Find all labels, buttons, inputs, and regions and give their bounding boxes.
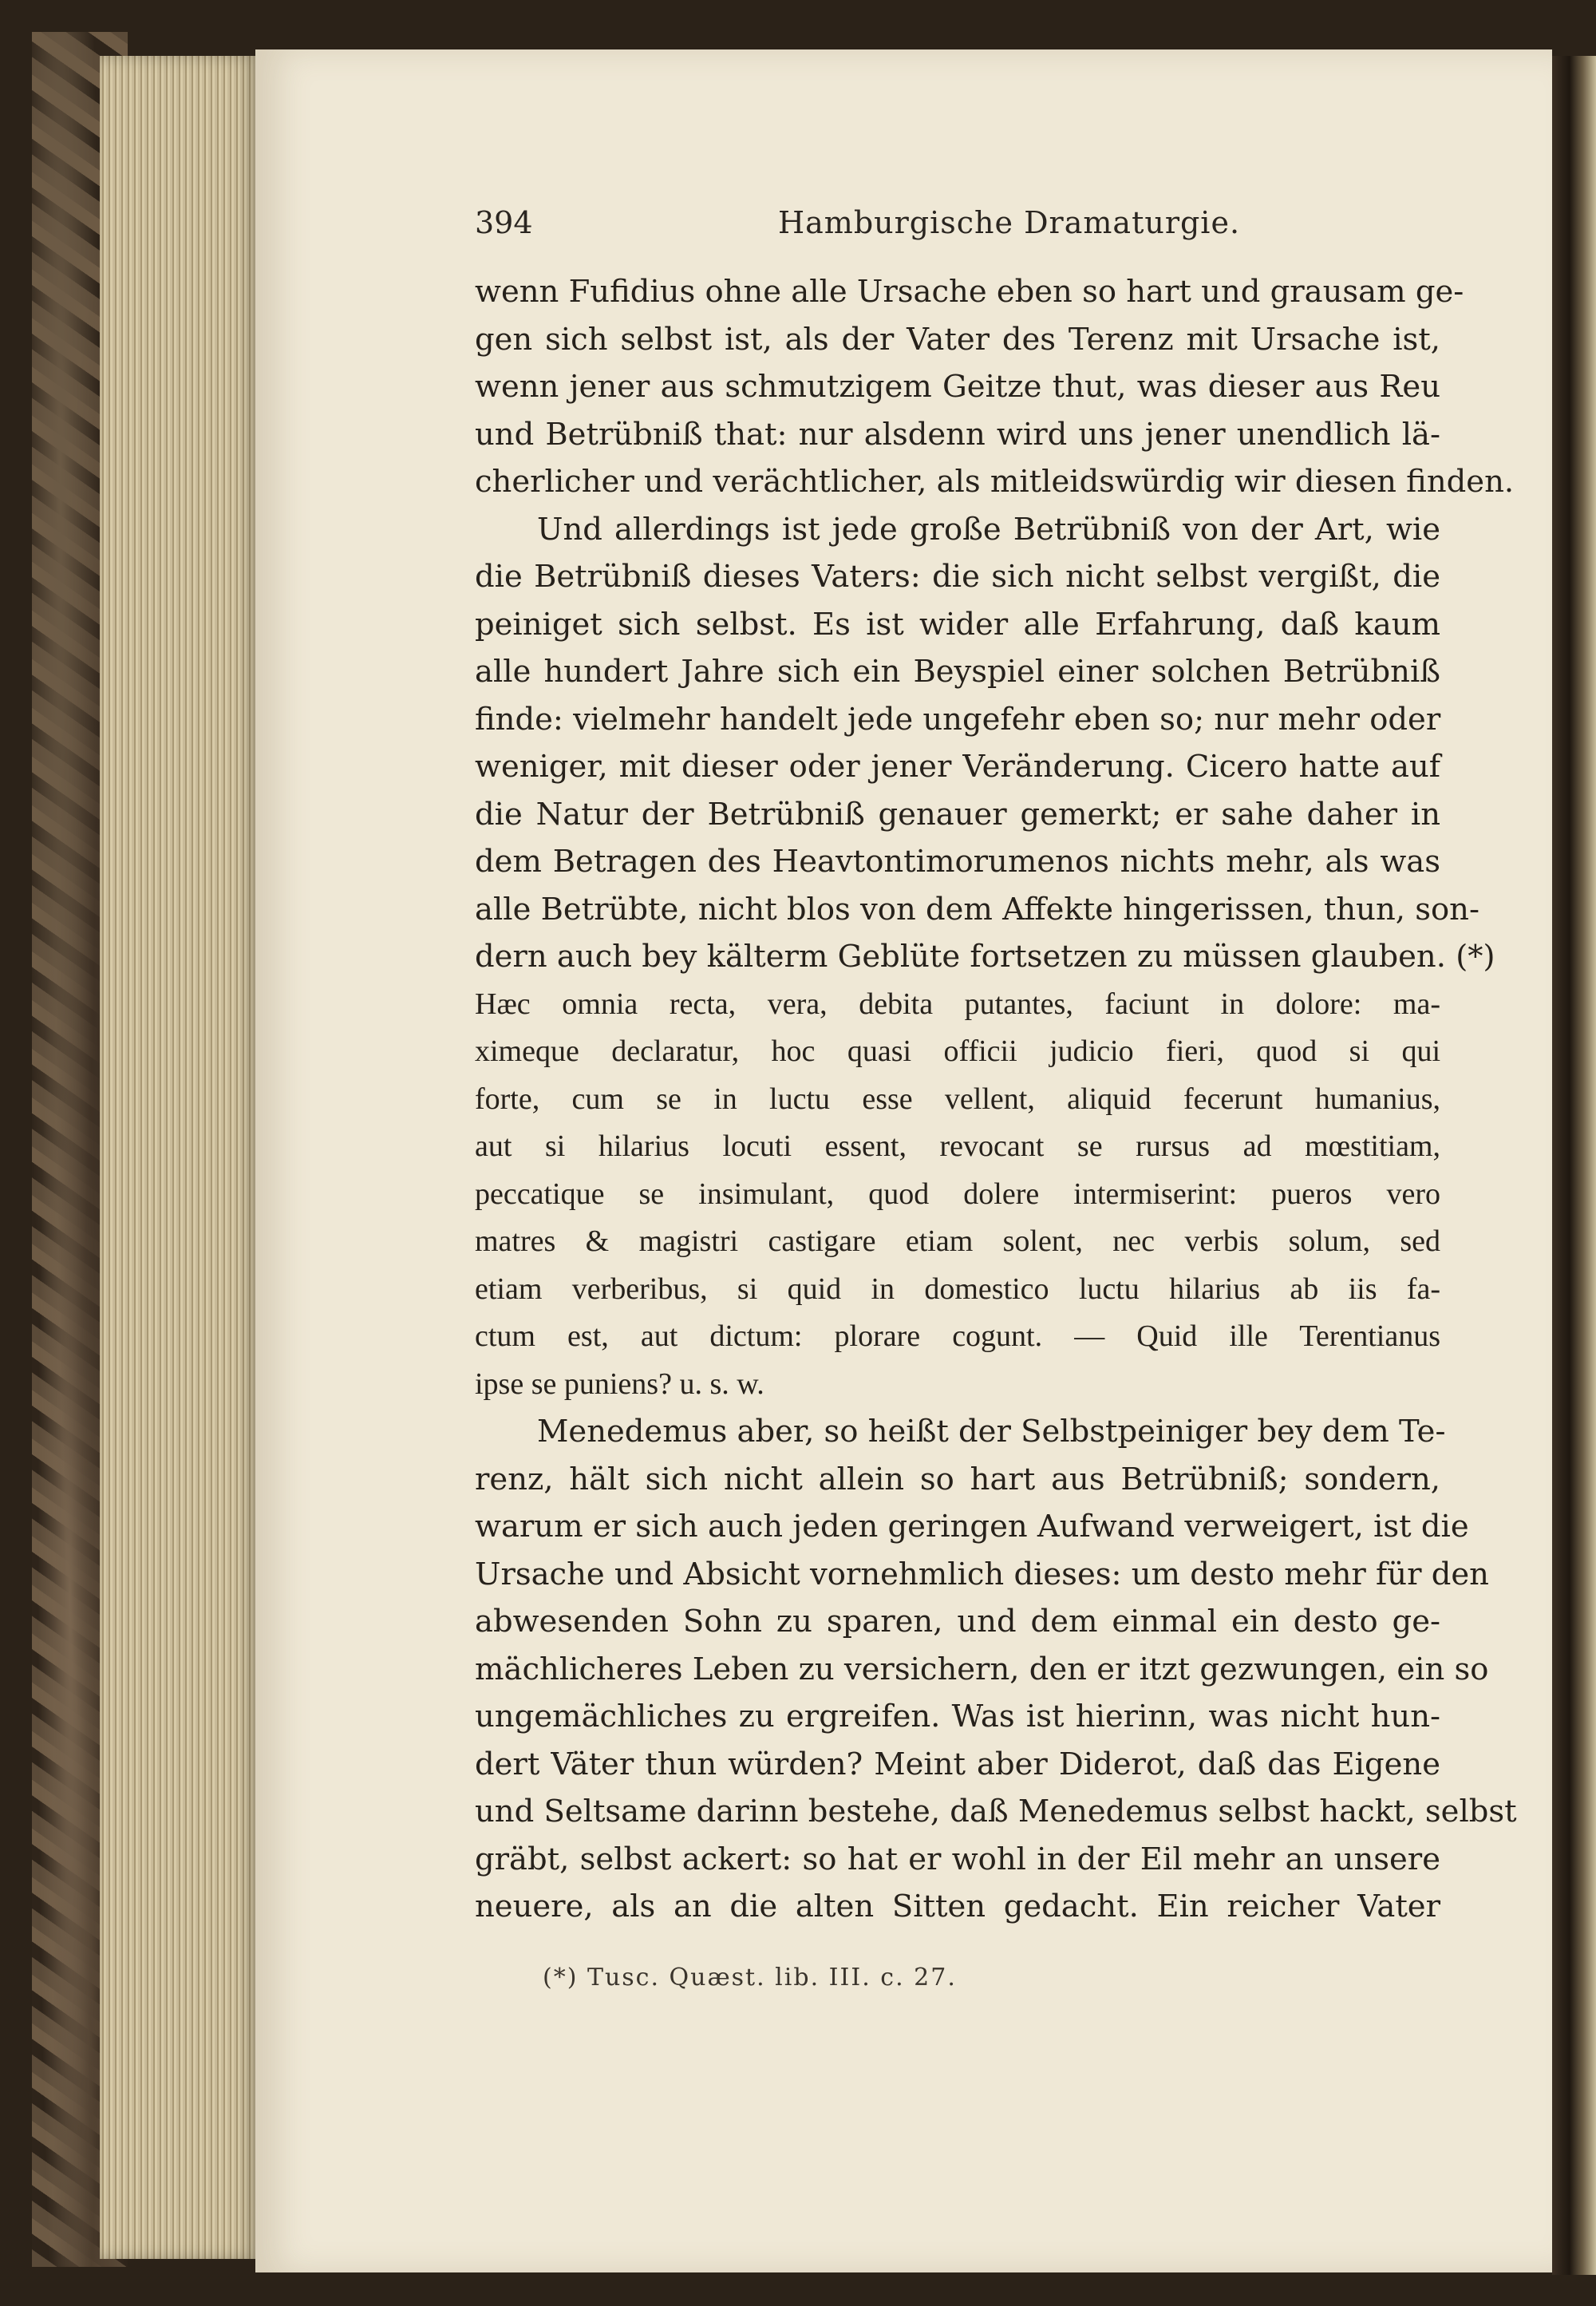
running-title: Hamburgische Dramaturgie. (778, 205, 1241, 240)
text-line: und Seltsame darinn bestehe, daß Menedemus selbst hackt, selbst (475, 1794, 1517, 1829)
text-line: dert Väter thun würden? Meint aber Diderot, daß das Eigene (475, 1746, 1440, 1782)
latin-quote-line: ximeque declaratur, hoc quasi officii judicio fieri, quod si qui (475, 1034, 1440, 1068)
text-line: weniger, mit dieser oder jener Veränderung. Cicero hatte auf (475, 749, 1440, 785)
text-line: die Betrübniß dieses Vaters: die sich nicht selbst vergißt, die (475, 559, 1440, 595)
footnote: (*) Tusc. Quæst. lib. III. c. 27. (543, 1964, 957, 1992)
text-line: alle hundert Jahre sich ein Beyspiel einer solchen Betrübniß (475, 654, 1440, 690)
latin-quote-line: forte, cum se in luctu esse vellent, aliquid fecerunt humanius, (475, 1082, 1440, 1116)
paragraph-start-line: Und allerdings ist jede große Betrübniß von der Art, wie (537, 511, 1440, 548)
book-gutter (1552, 56, 1596, 2275)
text-line: alle Betrübte, nicht blos von dem Affekte hingerissen, thun, son- (475, 891, 1479, 928)
text-line: cherlicher und verächtlicher, als mitleidswürdig wir diesen finden. (475, 464, 1515, 500)
text-line: abwesenden Sohn zu sparen, und dem einmal ein desto ge- (475, 1604, 1440, 1640)
text-line: dem Betragen des Heavtontimorumenos nichts mehr, als was (475, 844, 1440, 880)
latin-quote-line: etiam verberibus, si quid in domestico luctu hilarius ab iis fa- (475, 1272, 1440, 1306)
text-line: Ursache und Absicht vornehmlich dieses: um desto mehr für den (475, 1556, 1489, 1592)
text-line: und Betrübniß that: nur alsdenn wird uns jener unendlich lä- (475, 416, 1440, 453)
text-line: neuere, als an die alten Sitten gedacht. Ein reicher Vater (475, 1889, 1440, 1924)
text-line: finde: vielmehr handelt jede ungefehr eben so; nur mehr oder (475, 701, 1441, 738)
text-line: gen sich selbst ist, als der Vater des Terenz mit Ursache ist, (475, 321, 1440, 358)
text-line: gräbt, selbst ackert: so hat er wohl in der Eil mehr an unsere (475, 1841, 1440, 1877)
text-line: mächlicheres Leben zu versichern, den er itzt gezwungen, ein so (475, 1651, 1489, 1687)
text-line: dern auch bey kälterm Geblüte fortsetzen zu müssen glauben. (*) (475, 939, 1495, 975)
text-line: renz, hält sich nicht allein so hart aus Betrübniß; sondern, (475, 1461, 1440, 1497)
latin-quote-line: ipse se puniens? u. s. w. (475, 1367, 764, 1401)
page-edges (100, 56, 259, 2259)
text-line: wenn jener aus schmutzigem Geitze thut, was dieser aus Reu (475, 369, 1440, 405)
latin-quote-line: matres & magistri castigare etiam solent, nec verbis solum, sed (475, 1224, 1440, 1258)
text-line: die Natur der Betrübniß genauer gemerkt; er sahe daher in (475, 796, 1440, 833)
body-text (475, 268, 1517, 1931)
paragraph-start-line: Menedemus aber, so heißt der Selbstpeiniger bey dem Te- (537, 1414, 1446, 1450)
text-line: ungemächliches zu ergreifen. Was ist hierinn, was nicht hun- (475, 1699, 1440, 1734)
text-line: warum er sich auch jeden geringen Aufwand verweigert, ist die (475, 1509, 1469, 1545)
page-number: 394 (475, 205, 533, 240)
running-header (475, 205, 1464, 245)
latin-quote-line: peccatique se insimulant, quod dolere intermiserint: pueros vero (475, 1177, 1440, 1211)
latin-quote-line: ctum est, aut dictum: plorare cogunt. — Quid ille Terentianus (475, 1319, 1440, 1353)
latin-quote-line: Hæc omnia recta, vera, debita putantes, faciunt in dolore: ma- (475, 987, 1440, 1021)
text-line: peiniget sich selbst. Es ist wider alle Erfahrung, daß kaum (475, 606, 1440, 643)
latin-quote-line: aut si hilarius locuti essent, revocant se rursus ad mœstitiam, (475, 1129, 1440, 1163)
text-line: wenn Fufidius ohne alle Ursache eben so hart und grausam ge- (475, 274, 1464, 310)
